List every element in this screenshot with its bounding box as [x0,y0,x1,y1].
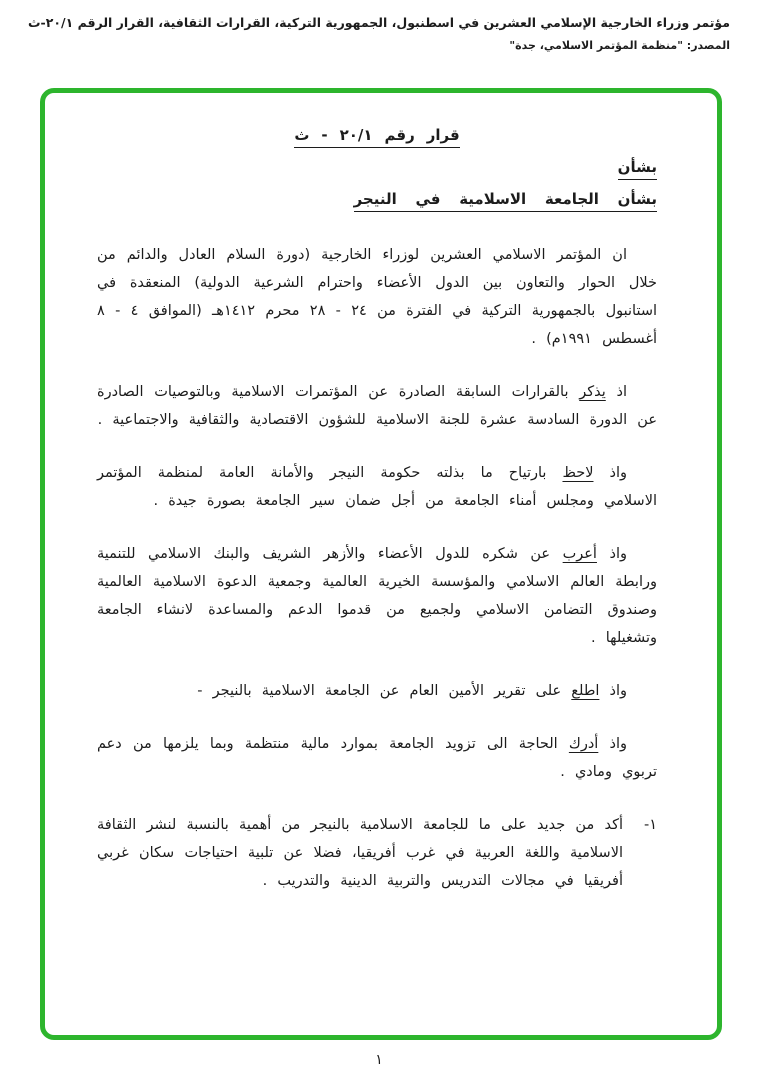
page-number: ١ [375,1052,383,1068]
paragraph-lead: لاحظ [562,465,594,481]
item-number: ١- [643,817,657,833]
paragraph-prefix: واذ [596,546,627,562]
paragraph-lead: أدرك [568,736,599,752]
paragraph-prefix: واذ [593,465,627,481]
document-header [28,14,730,52]
resolution-number-title [97,119,657,151]
paragraph-report [97,677,657,705]
paragraph-prefix: واذ [598,736,628,752]
paragraph-awareness [97,730,657,786]
resolution-number-text: قرار رقم ٢٠/١ - ث [294,126,459,148]
content-frame [40,88,722,1040]
header-title: مؤتمر وزراء الخارجية الإسلامي العشرين في اسطنبول، الجمهورية التركية، القرارات الثقافية، القرار الرقم ٢٠/١-ث [28,15,730,30]
numbered-item-1 [97,811,657,895]
subject-label-text: بشأن [618,158,657,180]
subject-title-text: بشأن الجامعة الاسلامية في النيجر [354,190,657,212]
paragraph-text: الحاجة الى تزويد الجامعة بموارد مالية منتظمة وبما يلزمها من دعم تربوي ومادي . [97,736,657,780]
paragraph-lead: يذكر [579,384,606,400]
paragraph-preamble [97,241,657,353]
paragraph-lead: أعرب [562,546,597,562]
paragraph-text: بالقرارات السابقة الصادرة عن المؤتمرات الاسلامية وبالتوصيات الصادرة عن الدورة السادسة عشرة للجنة الاسلامية للشؤون الاقتصادية والثقافية والاجتماعية . [97,384,657,428]
paragraph-text: بارتياح ما بذلته حكومة النيجر والأمانة العامة لمنظمة المؤتمر الاسلامي ومجلس أمناء الجامعة من أجل ضمان سير الجامعة بصورة جيدة . [97,465,657,509]
subject-title [97,183,657,215]
paragraph-recalling [97,378,657,434]
subject-label [97,151,657,183]
header-source: المصدر: "منظمة المؤتمر الاسلامي، جدة" [509,39,730,52]
paragraph-text: عن شكره للدول الأعضاء والأزهر الشريف والبنك الاسلامي للتنمية ورابطة العالم الاسلامي والمؤسسة الخيرية العالمية وجمعية الدعوة الاسلامية العالمية وصندوق التضامن الاسلامي ولجميع من قدموا الدعم والمساعدة لانشاء الجامعة وتشغيلها . [97,546,657,646]
paragraph-noting [97,459,657,515]
paragraph-prefix: واذ [599,683,627,699]
paragraph-lead: اطلع [571,683,600,699]
paragraph-text: على تقرير الأمين العام عن الجامعة الاسلامية بالنيجر - [197,683,572,699]
paragraph-prefix: اذ [605,384,627,400]
paragraph-thanking [97,540,657,652]
item-text: أكد من جديد على ما للجامعة الاسلامية بالنيجر من أهمية بالنسبة لنشر الثقافة الاسلامية واللغة العربية في غرب أفريقيا، فضلا عن تلبية احتياجات سكان غربي أفريقيا في مجالات التدريس والتربية الدينية والتدريب . [97,817,623,889]
paragraph-text: ان المؤتمر الاسلامي العشرين لوزراء الخارجية (دورة السلام العادل والدائم من خلال الحوار والتعاون بين الدول الأعضاء واحترام الشرعية الدولية) المنعقدة في استانبول بالجمهورية التركية في الفترة من ٢٤ - ٢٨ محرم ١٤١٢هـ (الموافق ٤ - ٨ أغسطس ١٩٩١م) . [97,247,657,347]
